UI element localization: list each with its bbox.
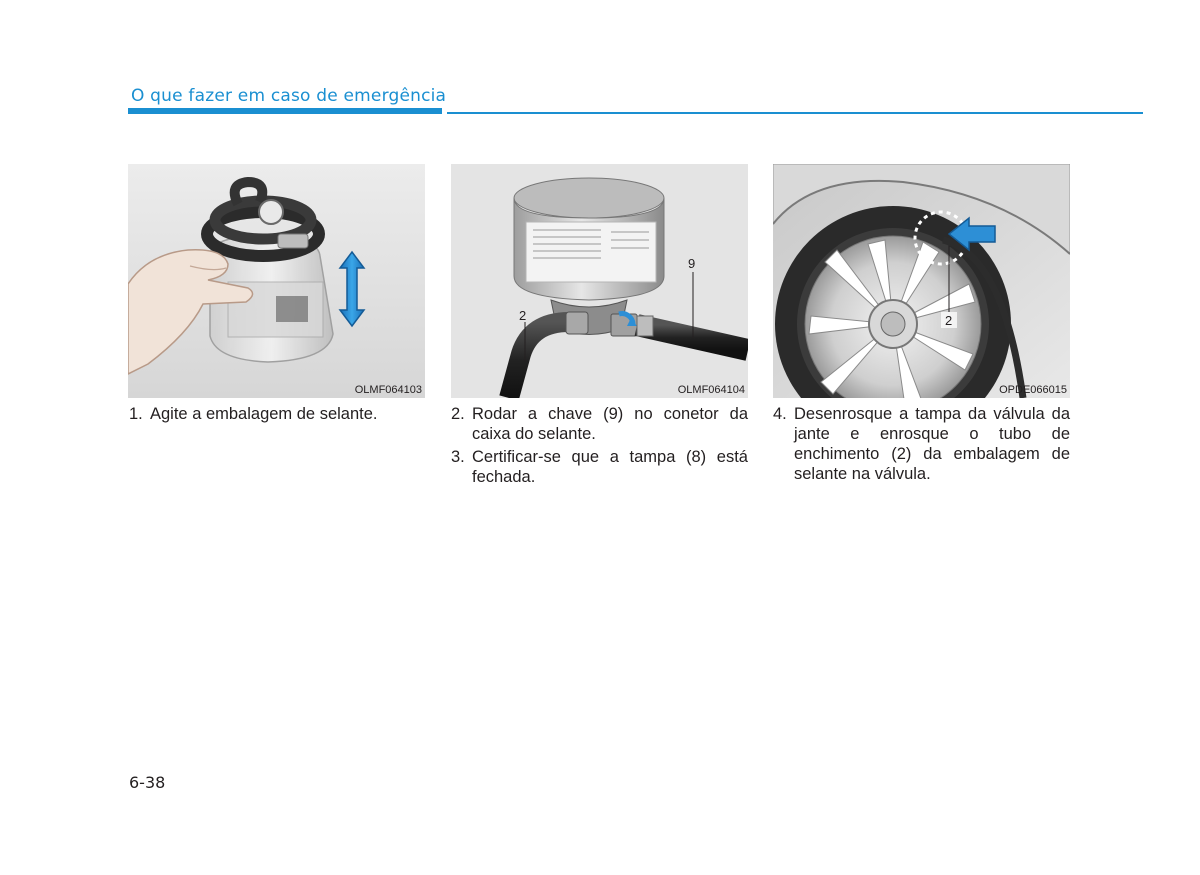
page-number: 6-38: [129, 773, 166, 792]
step-text: Agite a embalagem de selante.: [150, 405, 378, 423]
step-text: Desenrosque a tampa da válvula da jante e enrosque o tubo de enchimento (2) da embalagem de selante na válvula.: [794, 405, 1070, 483]
callout-9: 9: [688, 256, 696, 271]
step-text: Certificar-se que a tampa (8) está fechada.: [472, 448, 748, 486]
figure-code: OPDE066015: [999, 384, 1067, 396]
step-number: 1.: [129, 405, 143, 423]
step-text: Rodar a chave (9) no conetor da caixa do selante.: [472, 405, 748, 443]
step-2: [451, 404, 748, 444]
wheel-valve-illustration: [773, 164, 1070, 398]
figure-code: OLMF064103: [354, 384, 422, 396]
callout-2: 2: [519, 308, 527, 323]
sealant-connector-illustration: [451, 164, 748, 398]
step-3: [451, 447, 748, 487]
step-1: [129, 404, 425, 424]
header-rule-thick: [128, 108, 442, 114]
header-rule-thin: [447, 112, 1143, 114]
step-4: [773, 404, 1070, 484]
figure-sealant-connector: [451, 164, 748, 398]
figure-code: OLMF064104: [677, 384, 745, 396]
callout-2: 2: [945, 313, 953, 328]
figure-shake-sealant: [128, 164, 425, 398]
step-number: 4.: [773, 405, 787, 423]
step-number: 3.: [451, 448, 465, 466]
sealant-bottle-illustration: [128, 164, 425, 398]
section-title: O que fazer em caso de emergência: [131, 86, 447, 106]
step-number: 2.: [451, 405, 465, 423]
figure-wheel-valve: [773, 164, 1070, 398]
